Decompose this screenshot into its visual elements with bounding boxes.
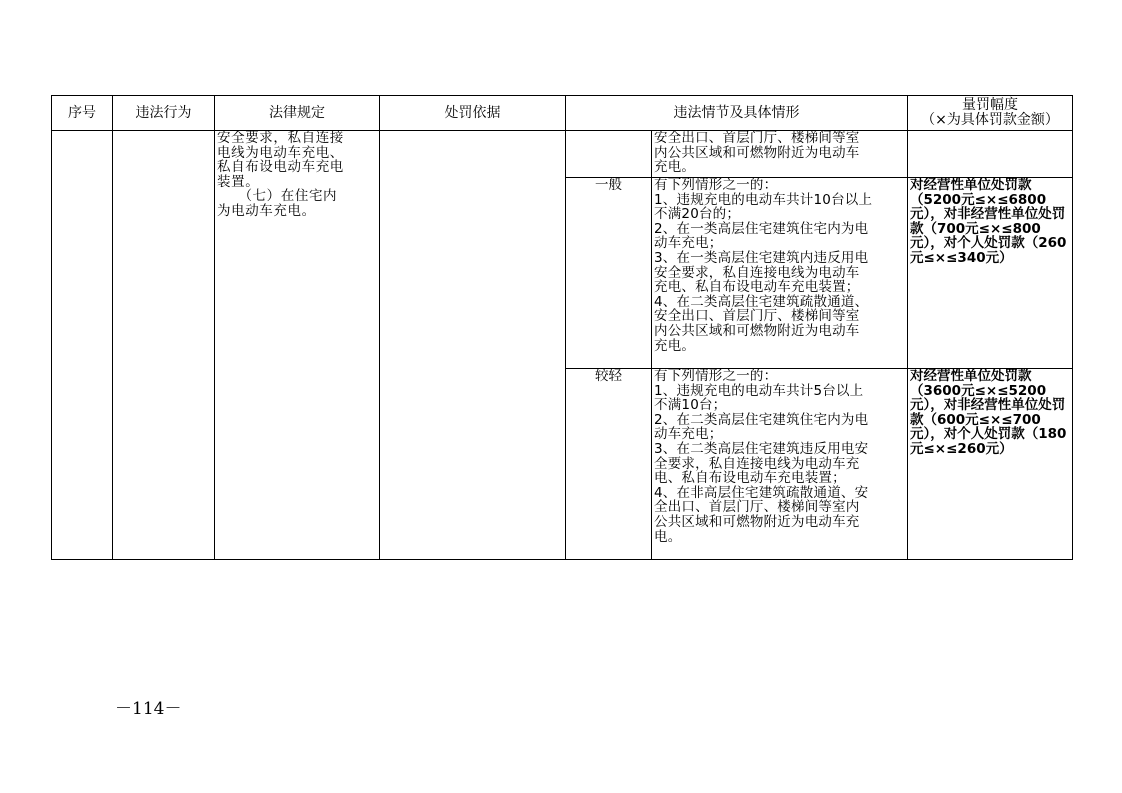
header-penalty-note: （×为具体罚款金额）: [921, 112, 1059, 128]
header-basis: 处罚依据: [380, 96, 566, 131]
fine-cell: 对经营性单位处罚款（5200元≤×≤6800元），对非经营性单位处罚款（700元≤×≤800元），对个人处罚款（260元≤×≤340元）: [908, 178, 1073, 369]
detail-cell: 有下列情形之一的： 1、违规充电的电动车共计5台以上 不满10台； 2、在二类高层住宅建筑住宅内为电 动车充电； 3、在二类高层住宅建筑违反用电安 全要求，私自连接电线为电动车充 电、私自布设电动车充电装置； 4、在非高层住宅建筑疏散通道、安 全出口、首层门厅、楼梯间等室内 公共区域和可燃物附近为电动车充 电。: [652, 369, 908, 560]
detail-cell: 安全出口、首层门厅、楼梯间等室 内公共区域和可燃物附近为电动车 充电。: [652, 131, 908, 178]
fine-cell: 对经营性单位处罚款（3600元≤×≤5200元），对非经营性单位处罚款（600元≤×≤700元），对个人处罚款（180元≤×≤260元）: [908, 369, 1073, 560]
law-cell: 安全要求，私自连接 电线为电动车充电、 私自布设电动车充电 装置。 （七）在住宅内 为电动车充电。: [215, 131, 380, 560]
level-cell: [566, 131, 652, 178]
header-penalty: [908, 96, 1073, 131]
basis-cell: [380, 131, 566, 560]
level-cell: 较轻: [566, 369, 652, 560]
behavior-cell: [113, 131, 215, 560]
page-number: －114－: [115, 699, 182, 719]
detail-cell: 有下列情形之一的： 1、违规充电的电动车共计10台以上 不满20台的； 2、在一类高层住宅建筑住宅内为电 动车充电； 3、在一类高层住宅建筑内违反用电 安全要求，私自连接电线为电动车 充电、私自布设电动车充电装置； 4、在二类高层住宅建筑疏散通道、 安全出口、首层门厅、楼梯间等室 内公共区域和可燃物附近为电动车 充电。: [652, 178, 908, 369]
header-law: 法律规定: [215, 96, 380, 131]
header-index: 序号: [52, 96, 113, 131]
header-row: [52, 96, 1073, 131]
header-behavior: 违法行为: [113, 96, 215, 131]
index-cell: [52, 131, 113, 560]
header-penalty-title: 量罚幅度: [962, 97, 1018, 113]
table-row: [52, 131, 1073, 178]
level-cell: 一般: [566, 178, 652, 369]
fine-cell: [908, 131, 1073, 178]
penalty-table: [51, 95, 1073, 560]
header-circumstance: 违法情节及具体情形: [566, 96, 908, 131]
